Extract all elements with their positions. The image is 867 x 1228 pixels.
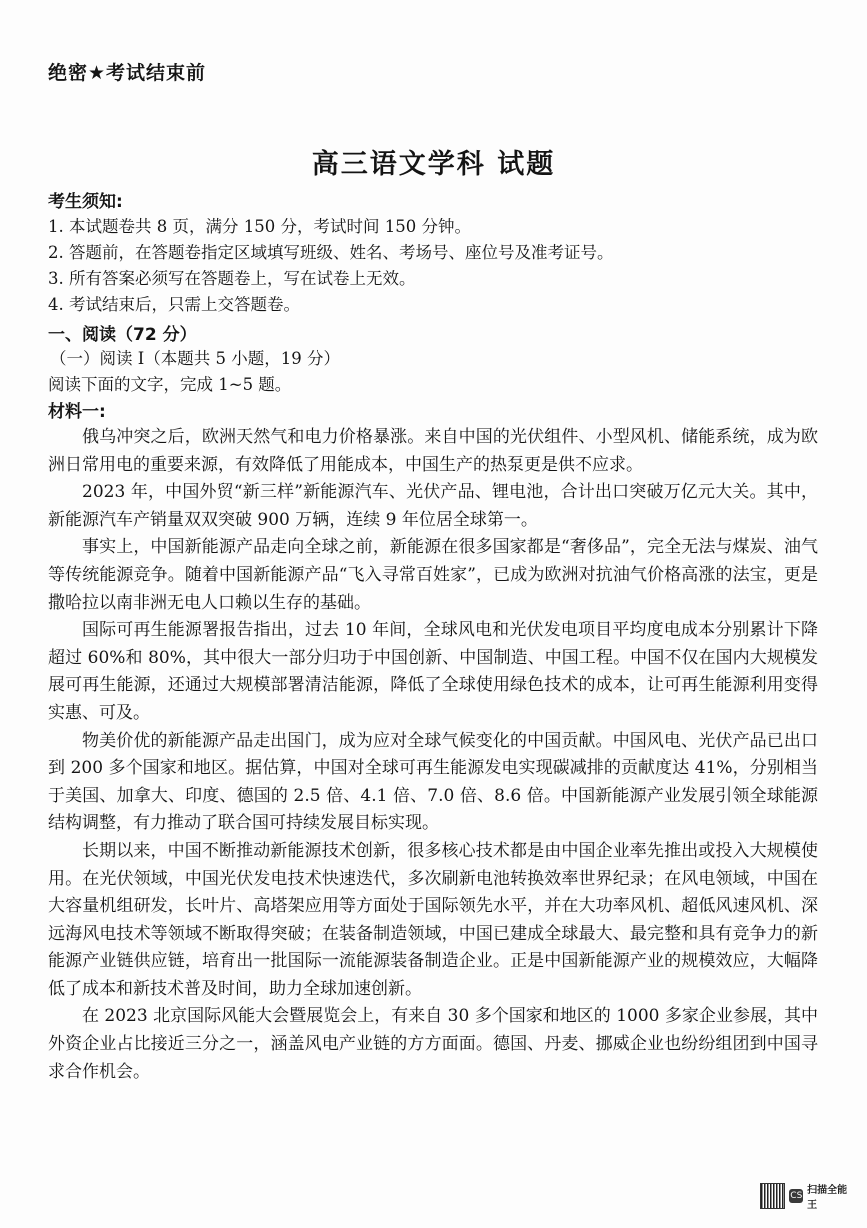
- paragraph: 在 2023 北京国际风能大会暨展览会上，有来自 30 多个国家和地区的 1000 多家企业参展，其中外资企业占比接近三分之一，涵盖风电产业链的方方面面。德国、丹麦、挪威企业也纷纷组团到中国寻求合作机会。: [48, 1006, 818, 1082]
- scanner-brand: [807, 1181, 856, 1211]
- notice-item: 4. 考试结束后，只需上交答题卷。: [48, 295, 300, 314]
- paragraph: 事实上，中国新能源产品走向全球之前，新能源在很多国家都是“奢侈品”，完全无法与煤炭、油气等传统能源竞争。随着中国新能源产品“飞入寻常百姓家”，已成为欧洲对抗油气价格高涨的法宝，更是撒哈拉以南非洲无电人口赖以生存的基础。: [48, 537, 818, 613]
- notice-list: [48, 214, 838, 318]
- paragraph: 国际可再生能源署报告指出，过去 10 年间，全球风电和光伏发电项目平均度电成本分别累计下降超过 60%和 80%，其中很大一部分归功于中国创新、中国制造、中国工程。中国不仅在国内大规模发展可再生能源，还通过大规模部署清洁能源，降低了全球使用绿色技术的成本，让可再生能源利用变得实惠、可及。: [48, 620, 818, 723]
- notice-heading: 考生须知:: [48, 192, 123, 212]
- paragraph: 俄乌冲突之后，欧洲天然气和电力价格暴涨。来自中国的光伏组件、小型风机、储能系统，成为欧洲日常用电的重要来源，有效降低了用能成本，中国生产的热泵更是供不应求。: [48, 427, 818, 475]
- scanner-name: 扫描全能王: [807, 1185, 848, 1211]
- section-heading: 一、阅读（72 分）: [48, 325, 197, 345]
- paragraph: 长期以来，中国不断推动新能源技术创新，很多核心技术都是由中国企业率先推出或投入大规模使用。在光伏领域，中国光伏发电技术快速迭代，多次刷新电池转换效率世界纪录；在风电领域，中国在大容量机组研发，长叶片、高塔架应用等方面处于国际领先水平，并在大功率风机、超低风速风机、深远海风电技术等领域不断取得突破；在装备制造领域，中国已建成全球最大、最完整和具有竞争力的新能源产业链供应链，培育出一批国际一流能源装备制造企业。正是中国新能源产业的规模效应，大幅降低了成本和新技术普及时间，助力全球加速创新。: [48, 840, 818, 999]
- scanner-app-icon: CS: [790, 1191, 803, 1201]
- paragraph: 2023 年，中国外贸“新三样”新能源汽车、光伏产品、锂电池，合计出口突破万亿元大关。其中，新能源汽车产销量双双突破 900 万辆，连续 9 年位居全球第一。: [48, 482, 818, 530]
- reading-instruction: 阅读下面的文字，完成 1~5 题。: [48, 375, 292, 394]
- notice-item: 3. 所有答案必须写在答题卷上，写在试卷上无效。: [48, 269, 416, 288]
- notice-item: 1. 本试题卷共 8 页，满分 150 分，考试时间 150 分钟。: [48, 217, 471, 236]
- exam-title: 高三语文学科 试题: [311, 149, 556, 180]
- subsection-heading: （一）阅读 I（本题共 5 小题，19 分）: [50, 349, 340, 368]
- material-label: 材料一:: [48, 402, 106, 422]
- material-body: [48, 424, 818, 1086]
- notice-item: 2. 答题前，在答题卷指定区域填写班级、姓名、考场号、座位号及准考证号。: [48, 243, 614, 262]
- scanner-watermark: [760, 1176, 856, 1216]
- qr-code-icon: [760, 1183, 785, 1209]
- confidential-label: 绝密★考试结束前: [48, 62, 207, 84]
- paragraph: 物美价优的新能源产品走出国门，成为应对全球气候变化的中国贡献。中国风电、光伏产品已出口到 200 多个国家和地区。据估算，中国对全球可再生能源发电实现碳减排的贡献度达 41%，分别相当于美国、加拿大、印度、德国的 2.5 倍、4.1 倍、7.0 倍、8.6 倍。中国新能源产业发展引领全球能源结构调整，有力推动了联合国可持续发展目标实现。: [48, 730, 818, 834]
